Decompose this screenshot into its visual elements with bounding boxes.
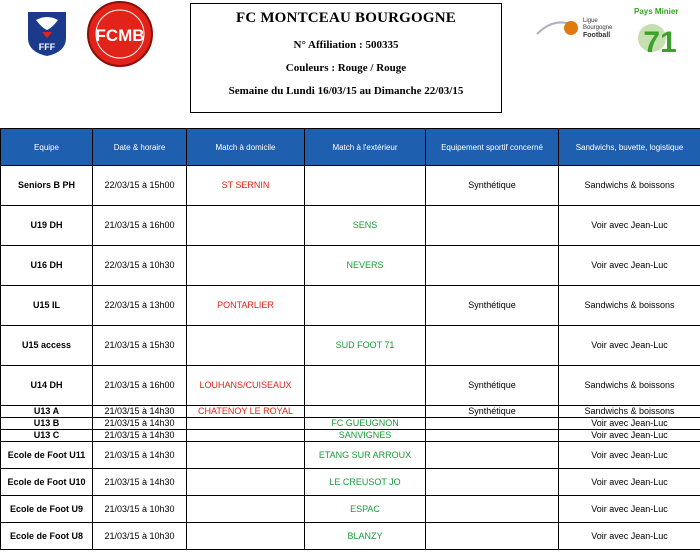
- equipment-cell: [426, 430, 559, 442]
- logistics-cell: Voir avec Jean-Luc: [559, 430, 700, 442]
- logistics-cell: Voir avec Jean-Luc: [559, 523, 700, 550]
- equipment-cell: Synthétique: [426, 406, 559, 418]
- date-cell: 21/03/15 à 10h30: [93, 496, 187, 523]
- logistics-cell: Sandwichs & boissons: [559, 406, 700, 418]
- away-match-cell: SENS: [305, 206, 426, 246]
- home-match-cell: CHATENOY LE ROYAL: [187, 406, 305, 418]
- equipment-cell: [426, 206, 559, 246]
- fcmb-logo: [85, 0, 155, 68]
- date-cell: 21/03/15 à 14h30: [93, 469, 187, 496]
- pays-minier-logo: [630, 4, 688, 62]
- match-schedule-table: [0, 128, 700, 550]
- away-match-cell: NEVERS: [305, 246, 426, 286]
- equipment-cell: Synthétique: [426, 366, 559, 406]
- col-header-equipe: Equipe: [1, 129, 93, 166]
- home-match-cell: LOUHANS/CUISEAUX: [187, 366, 305, 406]
- col-header-equipment: Equipement sportif concerné: [426, 129, 559, 166]
- table-row: [1, 286, 700, 326]
- table-row: [1, 166, 700, 206]
- date-cell: 22/03/15 à 15h00: [93, 166, 187, 206]
- svg-text:Football: Football: [583, 32, 611, 39]
- logistics-cell: Voir avec Jean-Luc: [559, 496, 700, 523]
- date-cell: 22/03/15 à 10h30: [93, 246, 187, 286]
- col-header-away: Match à l'extérieur: [305, 129, 426, 166]
- team-cell: U15 IL: [1, 286, 93, 326]
- team-cell: U13 A: [1, 406, 93, 418]
- fcmb-logo-text: FCMB: [95, 26, 145, 45]
- home-match-cell: [187, 326, 305, 366]
- home-match-cell: [187, 442, 305, 469]
- logistics-cell: Voir avec Jean-Luc: [559, 326, 700, 366]
- away-match-cell: [305, 366, 426, 406]
- logistics-cell: Sandwichs & boissons: [559, 366, 700, 406]
- logistics-cell: Sandwichs & boissons: [559, 166, 700, 206]
- date-cell: 21/03/15 à 10h30: [93, 523, 187, 550]
- date-cell: 21/03/15 à 14h30: [93, 418, 187, 430]
- date-cell: 21/03/15 à 15h30: [93, 326, 187, 366]
- equipment-cell: [426, 326, 559, 366]
- date-cell: 21/03/15 à 16h00: [93, 366, 187, 406]
- date-cell: 21/03/15 à 14h30: [93, 406, 187, 418]
- equipment-cell: Synthétique: [426, 166, 559, 206]
- equipment-cell: [426, 442, 559, 469]
- equipment-cell: Synthétique: [426, 286, 559, 326]
- club-name: FC MONTCEAU BOURGOGNE: [235, 10, 457, 26]
- away-match-cell: BLANZY: [305, 523, 426, 550]
- logistics-cell: Voir avec Jean-Luc: [559, 246, 700, 286]
- home-match-cell: [187, 469, 305, 496]
- logistics-cell: Sandwichs & boissons: [559, 286, 700, 326]
- home-match-cell: [187, 430, 305, 442]
- ligue-bourgogne-logo: [535, 12, 620, 42]
- col-header-date: Date & horaire: [93, 129, 187, 166]
- equipment-cell: [426, 469, 559, 496]
- svg-text:Ligue: Ligue: [583, 18, 598, 24]
- svg-text:Pays Minier: Pays Minier: [634, 7, 679, 16]
- col-header-home: Match à domicile: [187, 129, 305, 166]
- table-row: [1, 406, 700, 418]
- home-match-cell: [187, 206, 305, 246]
- away-match-cell: [305, 406, 426, 418]
- table-row: [1, 246, 700, 286]
- svg-text:Bourgogne: Bourgogne: [583, 25, 613, 31]
- team-cell: U16 DH: [1, 246, 93, 286]
- home-match-cell: [187, 246, 305, 286]
- date-cell: 22/03/15 à 13h00: [93, 286, 187, 326]
- team-cell: U13 C: [1, 430, 93, 442]
- team-cell: Ecole de Foot U11: [1, 442, 93, 469]
- equipment-cell: [426, 246, 559, 286]
- away-match-cell: [305, 166, 426, 206]
- home-match-cell: [187, 523, 305, 550]
- table-row: [1, 442, 700, 469]
- equipment-cell: [426, 523, 559, 550]
- logistics-cell: Voir avec Jean-Luc: [559, 469, 700, 496]
- fff-logo: [22, 8, 72, 58]
- logistics-cell: Voir avec Jean-Luc: [559, 418, 700, 430]
- date-cell: 21/03/15 à 16h00: [93, 206, 187, 246]
- equipment-cell: [426, 496, 559, 523]
- fff-logo-text: FFF: [38, 42, 56, 52]
- away-match-cell: ETANG SUR ARROUX: [305, 442, 426, 469]
- away-match-cell: FC GUEUGNON: [305, 418, 426, 430]
- away-match-cell: SUD FOOT 71: [305, 326, 426, 366]
- logistics-cell: Voir avec Jean-Luc: [559, 206, 700, 246]
- table-row: [1, 523, 700, 550]
- away-match-cell: ESPAC: [305, 496, 426, 523]
- equipment-cell: [426, 418, 559, 430]
- club-header: [190, 3, 502, 113]
- table-row: [1, 206, 700, 246]
- table-row: [1, 418, 700, 430]
- team-cell: U19 DH: [1, 206, 93, 246]
- away-match-cell: SANVIGNES: [305, 430, 426, 442]
- club-colors: Couleurs : Rouge / Rouge: [285, 62, 407, 74]
- team-cell: Ecole de Foot U9: [1, 496, 93, 523]
- team-cell: U14 DH: [1, 366, 93, 406]
- team-cell: Ecole de Foot U10: [1, 469, 93, 496]
- team-cell: U15 access: [1, 326, 93, 366]
- table-row: [1, 430, 700, 442]
- date-cell: 21/03/15 à 14h30: [93, 430, 187, 442]
- team-cell: U13 B: [1, 418, 93, 430]
- away-match-cell: LE CREUSOT JO: [305, 469, 426, 496]
- week-range: Semaine du Lundi 16/03/15 au Dimanche 22/03/15: [228, 85, 464, 97]
- col-header-logistics: Sandwichs, buvette, logistique: [559, 129, 700, 166]
- table-header-row: [1, 129, 700, 166]
- table-row: [1, 496, 700, 523]
- table-row: [1, 326, 700, 366]
- home-match-cell: [187, 496, 305, 523]
- home-match-cell: ST SERNIN: [187, 166, 305, 206]
- logistics-cell: Voir avec Jean-Luc: [559, 442, 700, 469]
- away-match-cell: [305, 286, 426, 326]
- table-row: [1, 469, 700, 496]
- svg-text:71: 71: [643, 26, 677, 59]
- home-match-cell: [187, 418, 305, 430]
- team-cell: Seniors B PH: [1, 166, 93, 206]
- home-match-cell: PONTARLIER: [187, 286, 305, 326]
- affiliation-number: N° Affiliation : 500335: [293, 39, 399, 51]
- team-cell: Ecole de Foot U8: [1, 523, 93, 550]
- table-row: [1, 366, 700, 406]
- date-cell: 21/03/15 à 14h30: [93, 442, 187, 469]
